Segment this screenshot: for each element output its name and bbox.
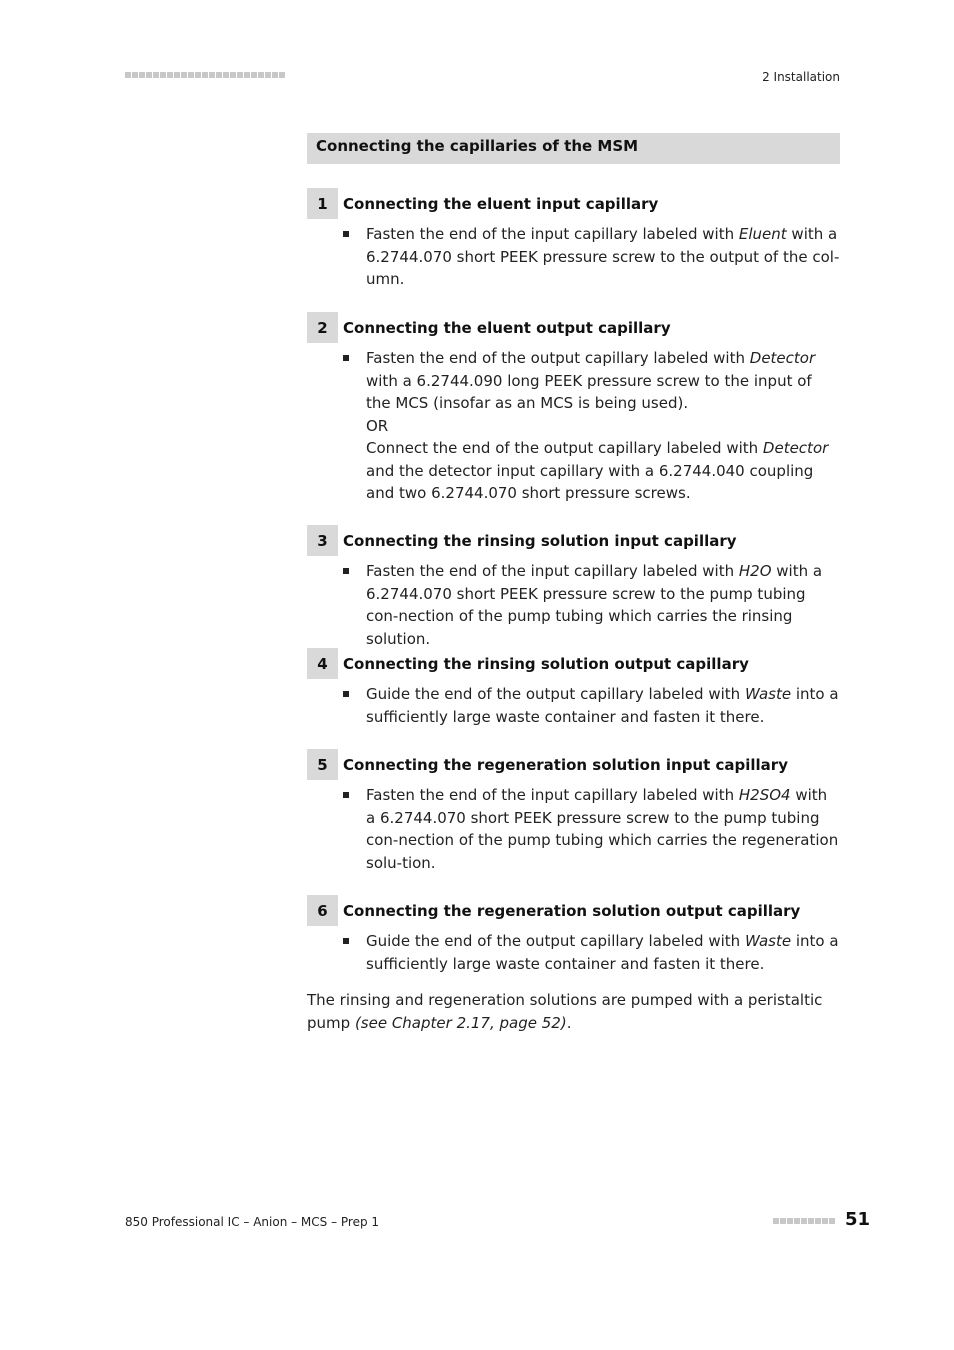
closing-paragraph: The rinsing and regeneration solutions are pumped with a peristaltic pump (see Chapter 2.17, page 52). xyxy=(307,991,823,1032)
chapter-reference-link[interactable]: (see Chapter 2.17, page 52) xyxy=(354,1013,567,1032)
step-number: 3 xyxy=(307,525,338,556)
header-decoration xyxy=(125,72,285,78)
step-instruction: Fasten the end of the input capillary labeled with Eluent with a 6.2744.070 short PEEK pressure screw to the output of the col-umn. xyxy=(366,223,841,291)
step-instruction: Fasten the end of the input capillary labeled with H2SO4 with a 6.2744.070 short PEEK pressure screw to the pump tubing con-nection of the pump tubing which carries the regeneration solu-tion. xyxy=(366,784,841,874)
step-6 xyxy=(307,895,841,975)
step-number: 2 xyxy=(307,312,338,343)
chapter-label: 2 Installation xyxy=(762,70,840,84)
step-title: Connecting the eluent input capillary xyxy=(343,194,659,213)
footer-decoration xyxy=(773,1218,835,1224)
page-number: 51 xyxy=(845,1209,871,1230)
step-3 xyxy=(307,525,841,650)
step-4 xyxy=(307,648,841,728)
step-instruction: Guide the end of the output capillary labeled with Waste into a sufficiently large waste container and fasten it there. xyxy=(366,683,841,728)
step-instruction: Fasten the end of the output capillary labeled with Detector with a 6.2744.090 long PEEK pressure screw to the input of the MCS (insofar as an MCS is being used). OR Connect the end of the output capillary labeled with Detector and the detector input capillary with a 6.2744.040 coupling and two 6.2744.070 short pressure screws. xyxy=(366,347,841,505)
step-title: Connecting the eluent output capillary xyxy=(343,318,671,337)
step-1 xyxy=(307,188,841,291)
step-5 xyxy=(307,749,841,874)
step-number: 6 xyxy=(307,895,338,926)
step-title: Connecting the rinsing solution output capillary xyxy=(343,654,749,673)
step-number: 4 xyxy=(307,648,338,679)
step-number: 5 xyxy=(307,749,338,780)
step-title: Connecting the regeneration solution input capillary xyxy=(343,755,788,774)
step-title: Connecting the regeneration solution output capillary xyxy=(343,901,801,920)
step-title: Connecting the rinsing solution input capillary xyxy=(343,531,737,550)
step-instruction: Guide the end of the output capillary labeled with Waste into a sufficiently large waste container and fasten it there. xyxy=(366,930,841,975)
section-title: Connecting the capillaries of the MSM xyxy=(307,133,840,164)
step-2 xyxy=(307,312,841,505)
step-number: 1 xyxy=(307,188,338,219)
step-instruction: Fasten the end of the input capillary labeled with H2O with a 6.2744.070 short PEEK pressure screw to the pump tubing con-nection of the pump tubing which carries the rinsing solution. xyxy=(366,560,841,650)
footer-document-title: 850 Professional IC – Anion – MCS – Prep 1 xyxy=(125,1215,380,1229)
